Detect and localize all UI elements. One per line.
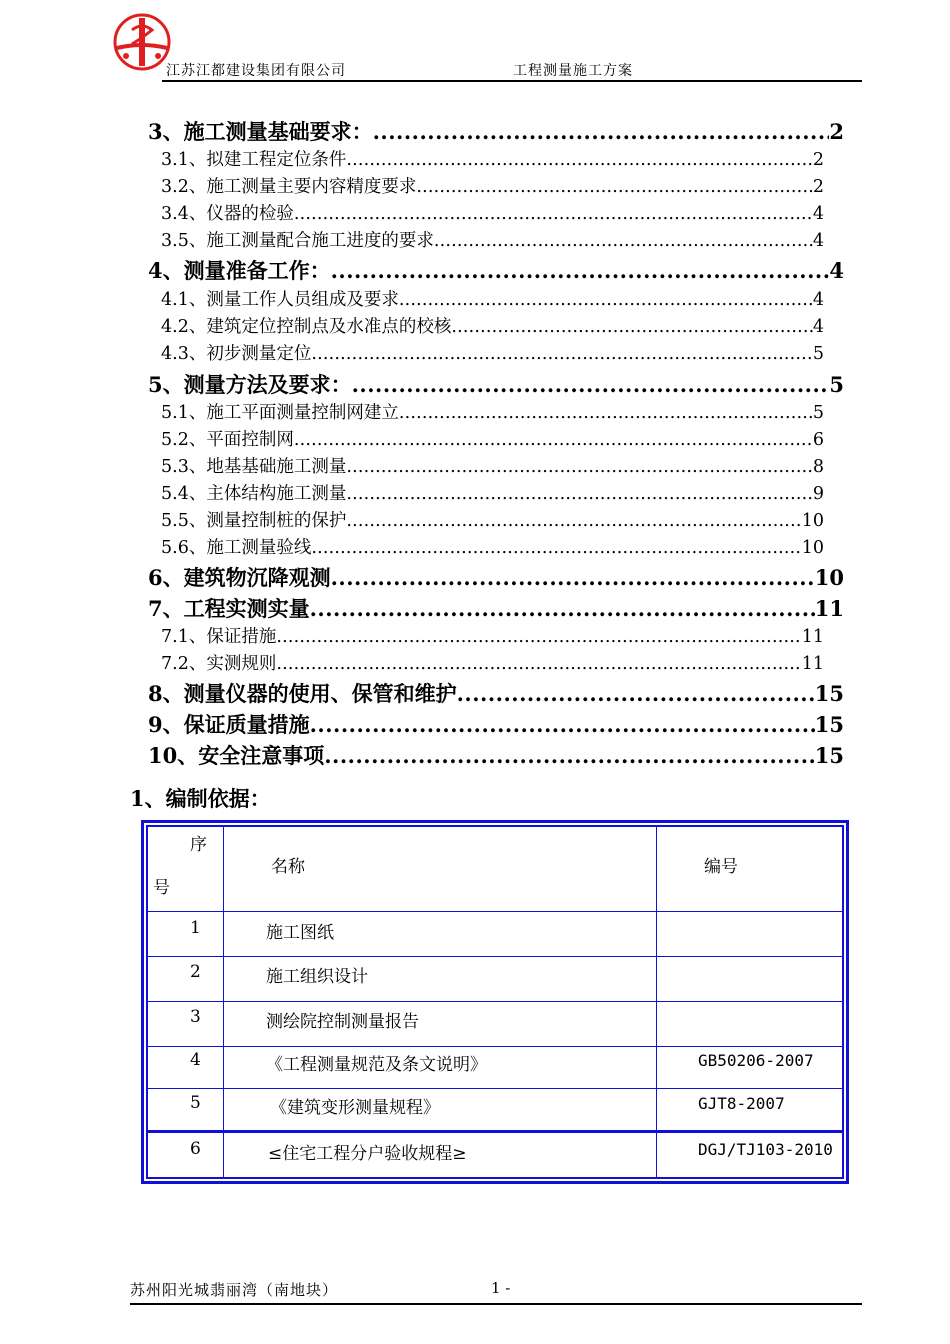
row-name: 施工组织设计 — [266, 967, 368, 987]
row-seq: 3 — [190, 1007, 201, 1027]
company-logo-icon — [112, 12, 172, 72]
table-row-divider — [147, 1130, 843, 1133]
toc-entry[interactable]: 5、测量方法及要求： ..... 5 — [148, 370, 844, 400]
header-seq-bottom: 号 — [153, 878, 170, 898]
header-code: 编号 — [704, 857, 738, 877]
row-code: DGJ/TJ103-2010 — [698, 1140, 833, 1159]
toc-entry[interactable]: 9、保证质量措施 ..... 15 — [148, 710, 844, 740]
table-row-divider — [147, 1088, 843, 1089]
table-column-divider — [656, 826, 657, 1178]
toc-entry[interactable]: 10、安全注意事项 ..... 15 — [148, 741, 844, 771]
row-name: ≤住宅工程分户验收规程≥ — [268, 1144, 467, 1164]
toc-entry[interactable]: 7、工程实测实量 ..... 11 — [148, 594, 844, 624]
toc-entry[interactable]: 7.1、保证措施 ..... 11 — [161, 624, 824, 650]
header-company-name: 江苏江都建设集团有限公司 — [166, 63, 346, 79]
table-row-divider — [147, 956, 843, 957]
row-code: GJT8-2007 — [698, 1094, 785, 1113]
footer-divider — [130, 1303, 862, 1305]
row-name: 测绘院控制测量报告 — [266, 1012, 419, 1032]
toc-entry[interactable]: 3.2、施工测量主要内容精度要求 ..... 2 — [161, 174, 824, 200]
row-seq: 6 — [190, 1139, 201, 1159]
toc-entry[interactable]: 3.1、拟建工程定位条件 ..... 2 — [161, 147, 824, 173]
footer-page-number: 1 - — [491, 1279, 511, 1297]
toc-entry[interactable]: 3.4、仪器的检验 ..... 4 — [161, 201, 824, 227]
header-seq-top: 序 — [190, 835, 207, 855]
toc-entry[interactable]: 7.2、实测规则 ..... 11 — [161, 651, 824, 677]
toc-entry[interactable]: 4.3、初步测量定位 ..... 5 — [161, 341, 824, 367]
toc-entry[interactable]: 6、建筑物沉降观测 ..... 10 — [148, 563, 844, 593]
row-seq: 4 — [190, 1050, 201, 1070]
toc-entry[interactable]: 5.2、平面控制网 ..... 6 — [161, 427, 824, 453]
toc-entry[interactable]: 5.6、施工测量验线 ..... 10 — [161, 535, 824, 561]
table-row-divider — [147, 911, 843, 912]
header-name: 名称 — [271, 857, 305, 877]
row-seq: 1 — [190, 918, 201, 938]
row-code: GB50206-2007 — [698, 1051, 814, 1070]
table-inner-border — [146, 825, 844, 1179]
toc-entry[interactable]: 4、测量准备工作： ..... 4 — [148, 256, 844, 286]
row-name: 《工程测量规范及条文说明》 — [266, 1055, 487, 1075]
table-row-divider — [147, 1001, 843, 1002]
toc-entry[interactable]: 4.2、建筑定位控制点及水准点的校核 ..... 4 — [161, 314, 824, 340]
row-name: 施工图纸 — [266, 923, 334, 943]
toc-entry[interactable]: 8、测量仪器的使用、保管和维护 ..... 15 — [148, 679, 844, 709]
toc-entry[interactable]: 5.3、地基基础施工测量 ..... 8 — [161, 454, 824, 480]
toc-entry[interactable]: 4.1、测量工作人员组成及要求 ..... 4 — [161, 287, 824, 313]
section-heading: 1、编制依据： — [130, 786, 271, 811]
row-seq: 5 — [190, 1093, 201, 1113]
header-divider — [162, 80, 862, 82]
header-document-title: 工程测量施工方案 — [513, 63, 633, 79]
row-seq: 2 — [190, 962, 201, 982]
toc-entry[interactable]: 5.1、施工平面测量控制网建立 ..... 5 — [161, 400, 824, 426]
toc-entry[interactable]: 3、施工测量基础要求： ..... 2 — [148, 117, 844, 147]
table-column-divider — [223, 826, 224, 1178]
table-row-divider — [147, 1046, 843, 1047]
toc-entry[interactable]: 3.5、施工测量配合施工进度的要求 ..... 4 — [161, 228, 824, 254]
toc-entry[interactable]: 5.4、主体结构施工测量 ..... 9 — [161, 481, 824, 507]
row-name: 《建筑变形测量规程》 — [270, 1098, 440, 1118]
footer-project-name: 苏州阳光城翡丽湾（南地块） — [130, 1281, 339, 1299]
toc-entry[interactable]: 5.5、测量控制桩的保护 ..... 10 — [161, 508, 824, 534]
